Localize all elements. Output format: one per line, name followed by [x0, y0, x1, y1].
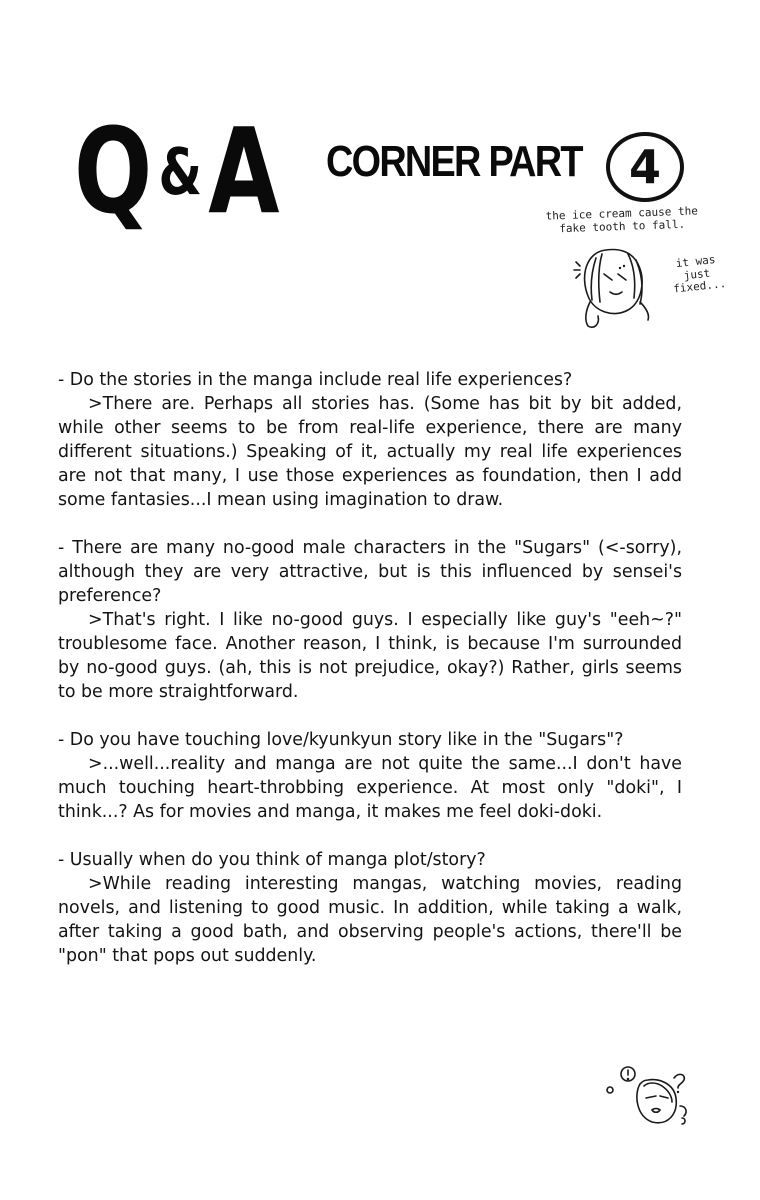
- title-q: Q: [74, 102, 154, 240]
- qa-item-3: [58, 728, 682, 824]
- question-text: - Do you have touching love/kyunkyun story like in the "Sugars"?: [58, 730, 624, 750]
- fixed-note: it was just fixed...: [672, 253, 727, 296]
- corner-part-title: CORNER PART: [326, 137, 582, 186]
- answer-text: >...well...reality and manga are not quite the same...I don't have much touching heart-throbbing experience. At most only "doki", I think...? As for movies and manga, it makes me feel doki-doki.: [58, 754, 682, 822]
- qa-section: [58, 368, 682, 992]
- qa-item-2: [58, 536, 682, 704]
- surprised-chibi-illustration: [598, 1060, 698, 1130]
- question-text: - Do the stories in the manga include real life experiences?: [58, 370, 573, 390]
- part-number-circle: 4: [606, 132, 684, 202]
- qa-item-4: [58, 848, 682, 968]
- qa-title: [74, 102, 282, 240]
- answer-text: >While reading interesting mangas, watching movies, reading novels, and listening to good music. In addition, while taking a walk, after taking a good bath, and observing people's actions, there'll be "pon" that pops out suddenly.: [58, 874, 682, 966]
- ice-cream-note: the ice cream cause the fake tooth to fall.: [545, 204, 699, 235]
- qa-item-1: [58, 368, 682, 512]
- question-text: - There are many no-good male characters in the "Sugars" (<-sorry), although they are very attractive, but is this influenced by sensei's preference?: [58, 538, 682, 606]
- answer-text: >There are. Perhaps all stories has. (Some has bit by bit added, while other seems to be from real-life experience, there are many different situations.) Speaking of it, actually my real life experiences are not that many, I use those experiences as foundation, then I add some fantasies...I mean using imagination to draw.: [58, 394, 682, 510]
- author-chibi-illustration: [566, 240, 676, 332]
- answer-text: >That's right. I like no-good guys. I especially like guy's "eeh~?" troublesome face. Another reason, I think, is because I'm surrounded by no-good guys. (ah, this is not prejudice, okay?) Rather, girls seems to be more straightforward.: [58, 610, 682, 702]
- title-ampersand: &: [158, 136, 204, 210]
- title-a: A: [208, 102, 282, 240]
- question-text: - Usually when do you think of manga plot/story?: [58, 850, 486, 870]
